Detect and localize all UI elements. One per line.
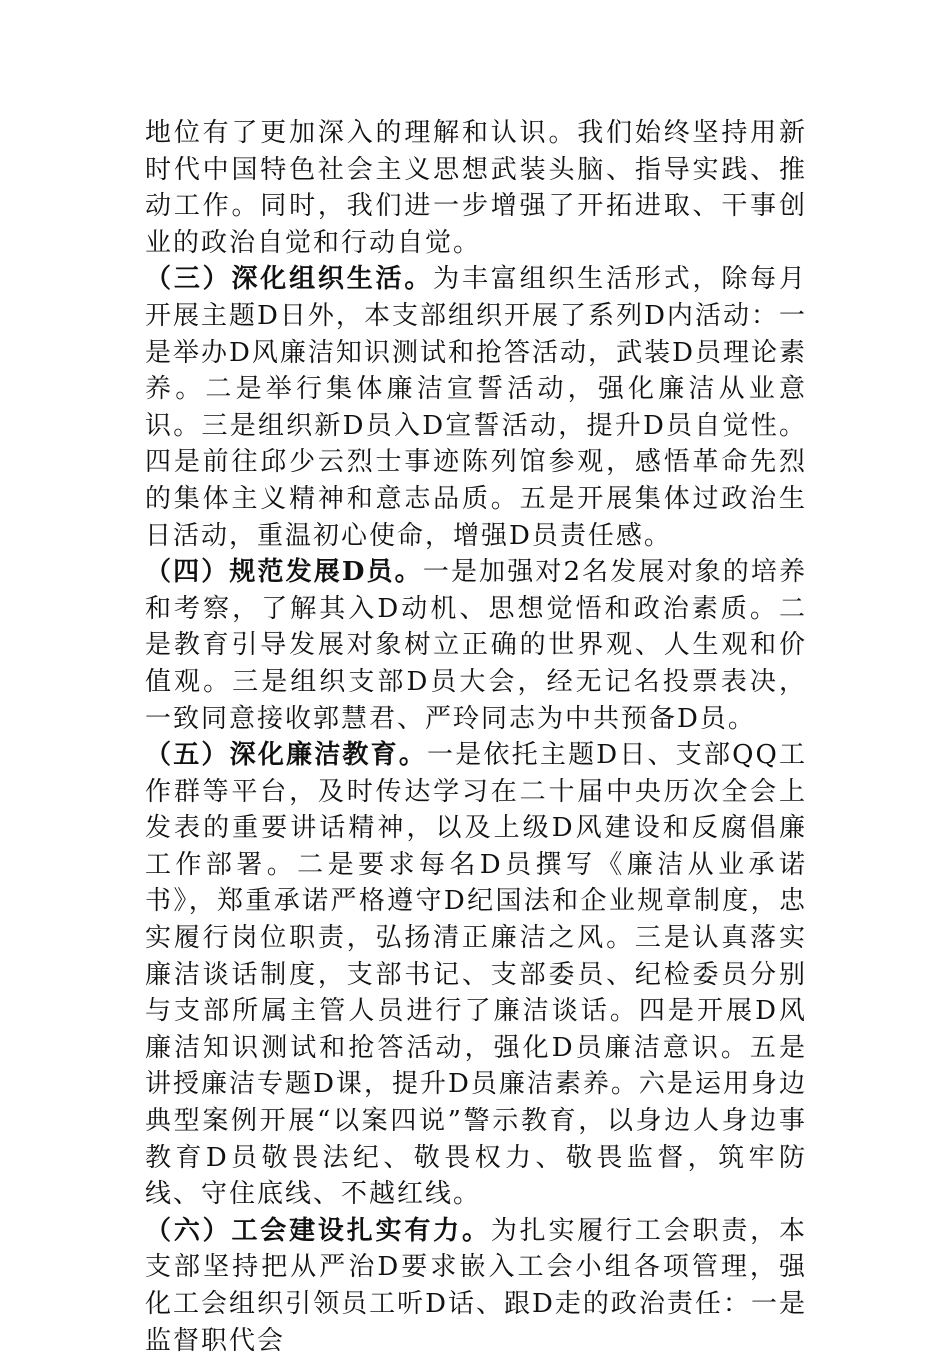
paragraph-4-heading: （五）深化廉洁教育。 [145,740,428,771]
paragraph-3 [145,554,807,737]
paragraph-3-text: 一是加强对2名发展对象的培养和考察，了解其入D动机、思想觉悟和政治素质。二是教育引导发展对象树立正确的世界观、人生观和价值观。三是组织支部D员大会，经无记名投票表决，一致同意接收郭慧君、严玲同志为中共预备D员。 [145,557,807,734]
document-page [145,115,807,1359]
paragraph-5-text: 为扎实履行工会职责，本支部坚持把从严治D要求嵌入工会小组各项管理，强化工会组织引领员工听D话、跟D走的政治责任：一是监督职代会 [145,1215,807,1356]
paragraph-1 [145,115,807,261]
paragraph-3-heading: （四）规范发展D员。 [145,557,423,588]
paragraph-5 [145,1213,807,1359]
paragraph-2-text: 为丰富组织生活形式，除每月开展主题D日外，本支部组织开展了系列D内活动：一是举办D风廉洁知识测试和抢答活动，武装D员理论素养。二是举行集体廉洁宣誓活动，强化廉洁从业意识。三是组织新D员入D宣誓活动，提升D员自觉性。四是前往邱少云烈士事迹陈列馆参观，感悟革命先烈的集体主义精神和意志品质。五是开展集体过政治生日活动，重温初心使命，增强D员责任感。 [145,264,807,551]
paragraph-4-text: 一是依托主题D日、支部QQ工作群等平台，及时传达学习在二十届中央历次全会上发表的重要讲话精神，以及上级D风建设和反腐倡廉工作部署。二是要求每名D员撰写《廉洁从业承诺书》，郑重承诺严格遵守D纪国法和企业规章制度，忠实履行岗位职责，弘扬清正廉洁之风。三是认真落实廉洁谈话制度，支部书记、支部委员、纪检委员分别与支部所属主管人员进行了廉洁谈话。四是开展D风廉洁知识测试和抢答活动，强化D员廉洁意识。五是讲授廉洁专题D课，提升D员廉洁素养。六是运用身边典型案例开展“以案四说”警示教育，以身边人身边事教育D员敬畏法纪、敬畏权力、敬畏监督，筑牢防线、守住底线、不越红线。 [145,740,807,1210]
paragraph-2 [145,261,807,554]
paragraph-5-heading: （六）工会建设扎实有力。 [145,1215,491,1246]
paragraph-1-text: 地位有了更加深入的理解和认识。我们始终坚持用新时代中国特色社会主义思想武装头脑、指导实践、推动工作。同时，我们进一步增强了开拓进取、干事创业的政治自觉和行动自觉。 [145,118,807,258]
paragraph-4 [145,737,807,1213]
paragraph-2-heading: （三）深化组织生活。 [145,264,434,295]
